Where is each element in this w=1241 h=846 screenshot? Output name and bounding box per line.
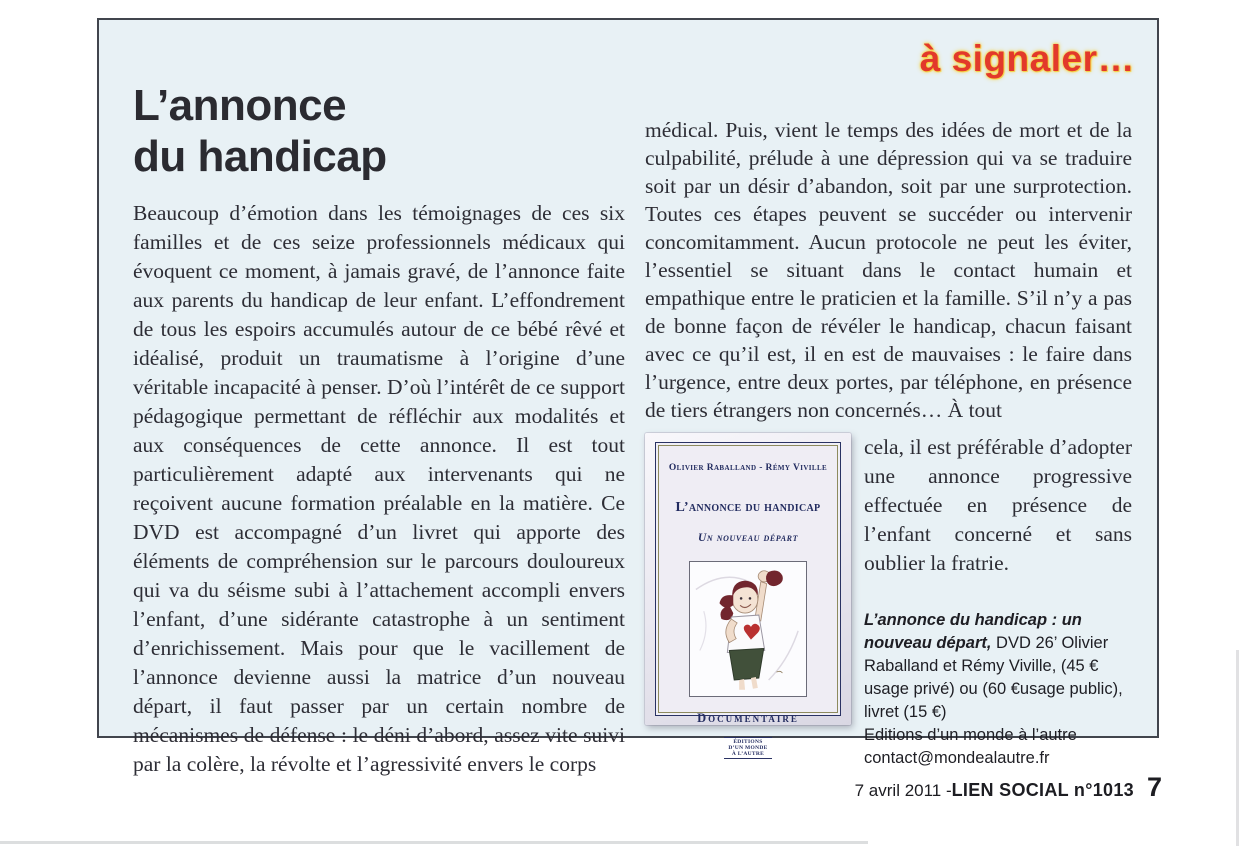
dvd-cover-title: L’annonce du handicap bbox=[675, 500, 821, 515]
dvd-media-row bbox=[645, 433, 1132, 770]
dvd-cover-illustration bbox=[689, 561, 807, 697]
footer-page-number: 7 bbox=[1146, 772, 1162, 802]
dvd-publisher-line3: À L’AUTRE bbox=[731, 750, 765, 757]
dvd-cover-subtitle: Un nouveau départ bbox=[697, 532, 799, 544]
dvd-caption-publisher: Editions d’un monde à l’autre bbox=[864, 726, 1077, 744]
article-title bbox=[133, 80, 387, 182]
footer-magazine-name: LIEN SOCIAL n°1013 bbox=[951, 780, 1134, 800]
dvd-cover-frame bbox=[655, 442, 841, 757]
dvd-caption-main bbox=[864, 609, 1132, 724]
dvd-publisher-line2: D’UN MONDE bbox=[728, 744, 768, 751]
dvd-caption-contact: contact@mondealautre.fr bbox=[864, 749, 1050, 767]
dvd-cover-genre: Documentaire bbox=[697, 710, 799, 725]
article-column-right bbox=[645, 116, 1132, 770]
child-drawing-icon bbox=[690, 562, 806, 696]
dvd-cover-publisher-logo bbox=[724, 737, 771, 759]
scan-artifact-bottom bbox=[0, 841, 868, 844]
dvd-caption bbox=[864, 609, 1132, 770]
article-paragraph-right-top: médical. Puis, vient le temps des idées de mort et de la culpabilité, prélude à une dépression qui va se traduire soit par un désir d’abandon, soit par une surprotection. Toutes ces étapes peuvent se succéder ou intervenir concomitamment. Aucun protocole ne peut les éviter, l’essentiel se situant dans le contact humain et empathique entre le praticien et la famille. S’il n’y a pas de bonne façon de révéler le handicap, chacun faisant avec ce qu’il est, il en est de mauvaises : le faire dans l’urgence, entre deux portes, par téléphone, en présence de tiers étrangers non concernés… À tout bbox=[645, 118, 1132, 422]
article-wrap-column bbox=[864, 433, 1132, 770]
dvd-caption-title: L’annonce du handicap : un nouveau départ, bbox=[864, 611, 1082, 652]
dvd-publisher-line1: ÉDITIONS bbox=[733, 738, 763, 745]
dvd-cover bbox=[645, 433, 851, 757]
dvd-caption-details: DVD 26’ Olivier Raballand et Rémy Viville, (45 € usage privé) ou (60 €usage public), livret (15 €) bbox=[864, 634, 1123, 721]
article-paragraph-left: Beaucoup d’émotion dans les témoignages de ces six familles et de ces seize professionnels médicaux qui évoquent ce moment, à jamais gravé, de l’annonce faite aux parents du handicap de leur enfant. L’effondrement de tous les espoirs accumulés autour de ce bébé rêvé et idéalisé, produit un traumatisme à l’origine d’une véritable incapacité à penser. D’où l’intérêt de ce support pédagogique permettant de réfléchir aux modalités et aux conséquences de cette annonce. Il est tout particulièrement adapté aux intervenants qui ne reçoivent aucune formation préalable en la matière. Ce DVD est accompagné d’un livret qui apporte des éléments de compréhension sur le parcours douloureux qui va du séisme subi à l’attachement accompli envers l’enfant, d’une sidérante catastrophe à un sentiment d’enrichissement. Mais pour que le vacillement de l’annonce devienne aussi la matrice d’un nouveau départ, il faut passer par un certain nombre de mécanismes de défense : le déni d’abord, assez vite suivi par la colère, la révolte et l’agressivité envers le corps bbox=[133, 201, 625, 776]
page-footer bbox=[855, 772, 1162, 803]
dvd-cover-authors: Olivier Raballand - Rémy Viville bbox=[668, 463, 828, 473]
footer-date: 7 avril 2011 - bbox=[854, 781, 952, 800]
article-title-line1: L’annonce bbox=[133, 81, 347, 130]
article-paragraph-right-wrap: cela, il est préférable d’adopter une annonce progressive effectuée en présence de l’enfant concerné et sans oublier la fratrie. bbox=[864, 435, 1132, 575]
article-column-left bbox=[133, 199, 625, 779]
scan-artifact-right bbox=[1236, 650, 1239, 846]
section-badge: à signaler… bbox=[919, 38, 1135, 79]
article-title-line2: du handicap bbox=[133, 132, 387, 181]
